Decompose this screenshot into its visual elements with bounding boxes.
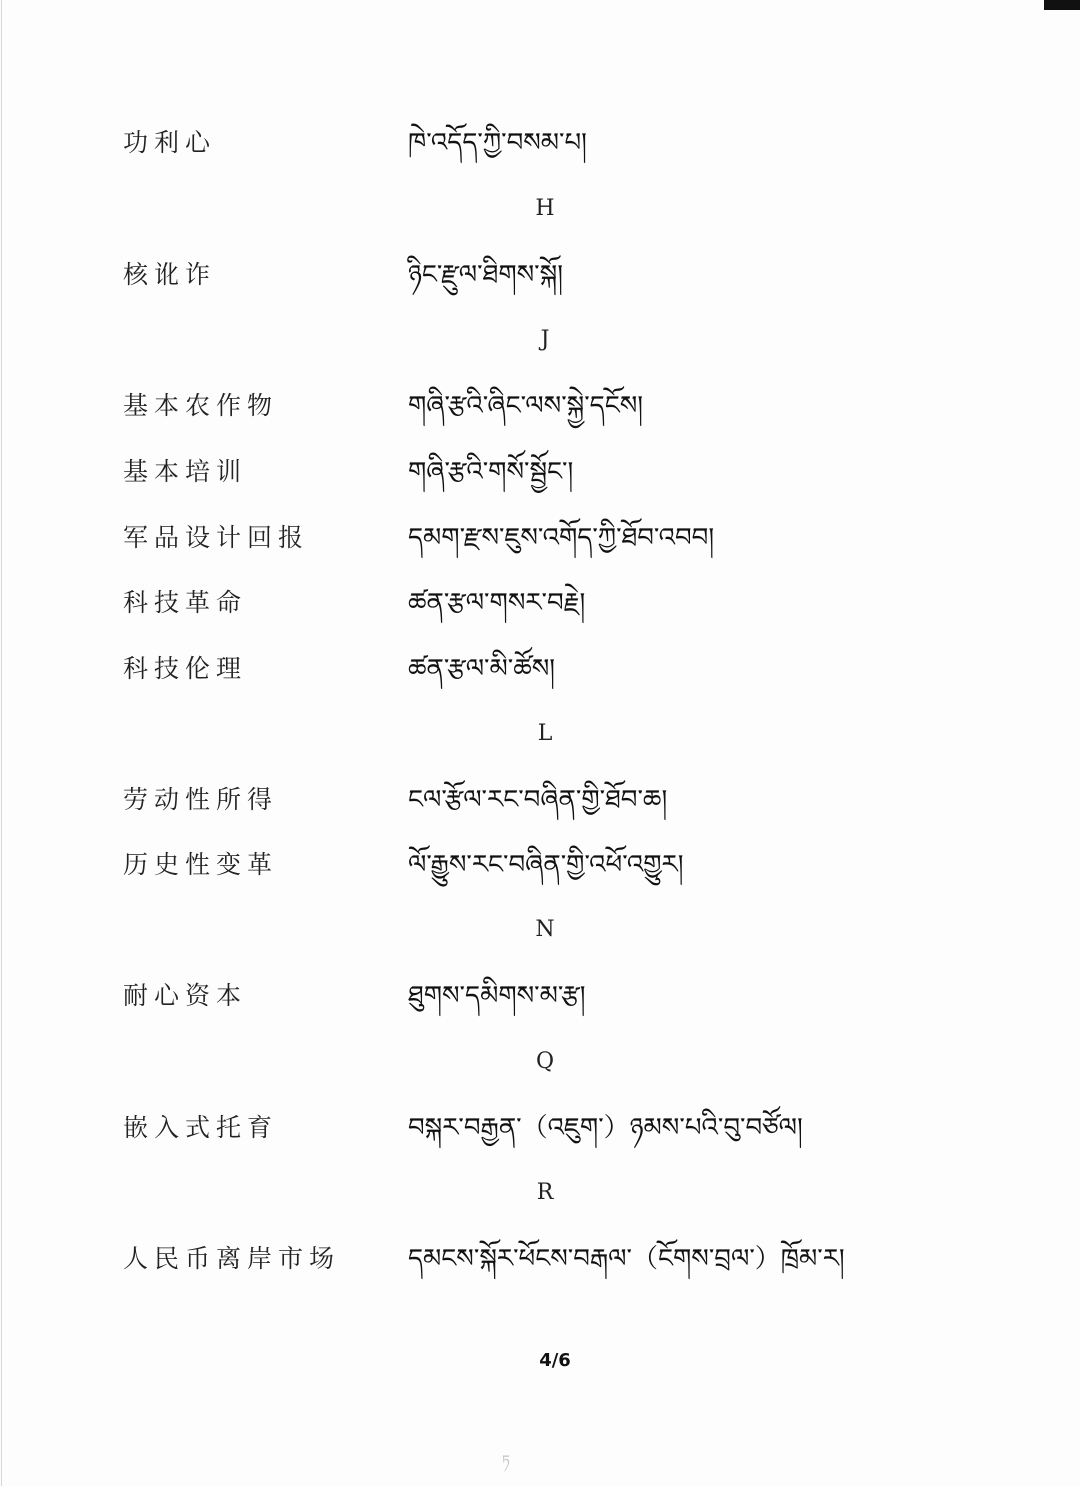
tibetan-term: ཐུགས་དམིགས་མ་རྩ། [408, 981, 586, 1011]
section-letter: Q [535, 1049, 555, 1074]
tibetan-term: གཞི་རྩའི་གསོ་སྦྱོང་། [408, 457, 574, 487]
section-letter: R [536, 1180, 554, 1205]
chinese-term: 科技革命 [123, 588, 248, 617]
chinese-term: 历史性变革 [123, 850, 279, 879]
section-letter: H [535, 196, 555, 221]
chinese-term: 劳动性所得 [123, 785, 279, 814]
tibetan-term: དམངས་སྐོར་ཕོངས་བརྒལ་（ངོགས་བྲལ་）ཁྲོམ་ར། [408, 1244, 845, 1274]
tibetan-term: ཉིང་རྫུལ་ཐིགས་སྐོ། [408, 260, 563, 290]
glossary-row [0, 118, 1080, 168]
chinese-term: 基本农作物 [123, 391, 279, 420]
chinese-term: 军品设计回报 [123, 523, 310, 552]
glossary-row [0, 1103, 1080, 1153]
tibetan-term: དམག་རྫས་ཇུས་འགོད་ཀྱི་ཐོབ་འབབ། [408, 523, 715, 553]
tibetan-term: ཚན་རྩལ་གསར་བརྗེ། [408, 588, 586, 618]
tibetan-term: ངལ་རྩོལ་རང་བཞིན་གྱི་ཐོབ་ཆ། [408, 785, 668, 815]
scan-corner-mark [1044, 0, 1080, 10]
section-letter: N [535, 917, 555, 942]
glossary-row [0, 250, 1080, 300]
faint-page-mark: ཏ [502, 1453, 510, 1469]
section-letter: L [537, 721, 553, 746]
chinese-term: 科技伦理 [123, 654, 248, 683]
glossary-row [0, 381, 1080, 431]
chinese-term: 功利心 [123, 128, 217, 157]
chinese-term: 核讹诈 [123, 260, 217, 289]
glossary-row [0, 840, 1080, 890]
tibetan-term: གཞི་རྩའི་ཞིང་ལས་སྐྱེ་དངོས། [408, 391, 644, 421]
glossary-row [0, 578, 1080, 628]
tibetan-term: བསྐར་བརྒྱན་（འཇུག་）ཉམས་པའི་བུ་བཙོལ། [408, 1113, 803, 1143]
chinese-term: 耐心资本 [123, 981, 248, 1010]
chinese-term: 人民币离岸市场 [123, 1244, 341, 1273]
glossary-row [0, 644, 1080, 694]
tibetan-term: ལོ་རྒྱུས་རང་བཞིན་གྱི་འཕོ་འགྱུར། [408, 850, 684, 880]
section-letter: J [540, 327, 550, 352]
glossary-row [0, 513, 1080, 563]
chinese-term: 嵌入式托育 [123, 1113, 279, 1142]
glossary-row [0, 775, 1080, 825]
tibetan-term: ཁེ་འདོད་ཀྱི་བསམ་པ། [408, 128, 587, 158]
glossary-row [0, 1234, 1080, 1284]
glossary-row [0, 971, 1080, 1021]
chinese-term: 基本培训 [123, 457, 248, 486]
glossary-row [0, 447, 1080, 497]
tibetan-term: ཚན་རྩལ་མི་ཚོས། [408, 654, 556, 684]
page-number: 4/6 [539, 1350, 571, 1371]
